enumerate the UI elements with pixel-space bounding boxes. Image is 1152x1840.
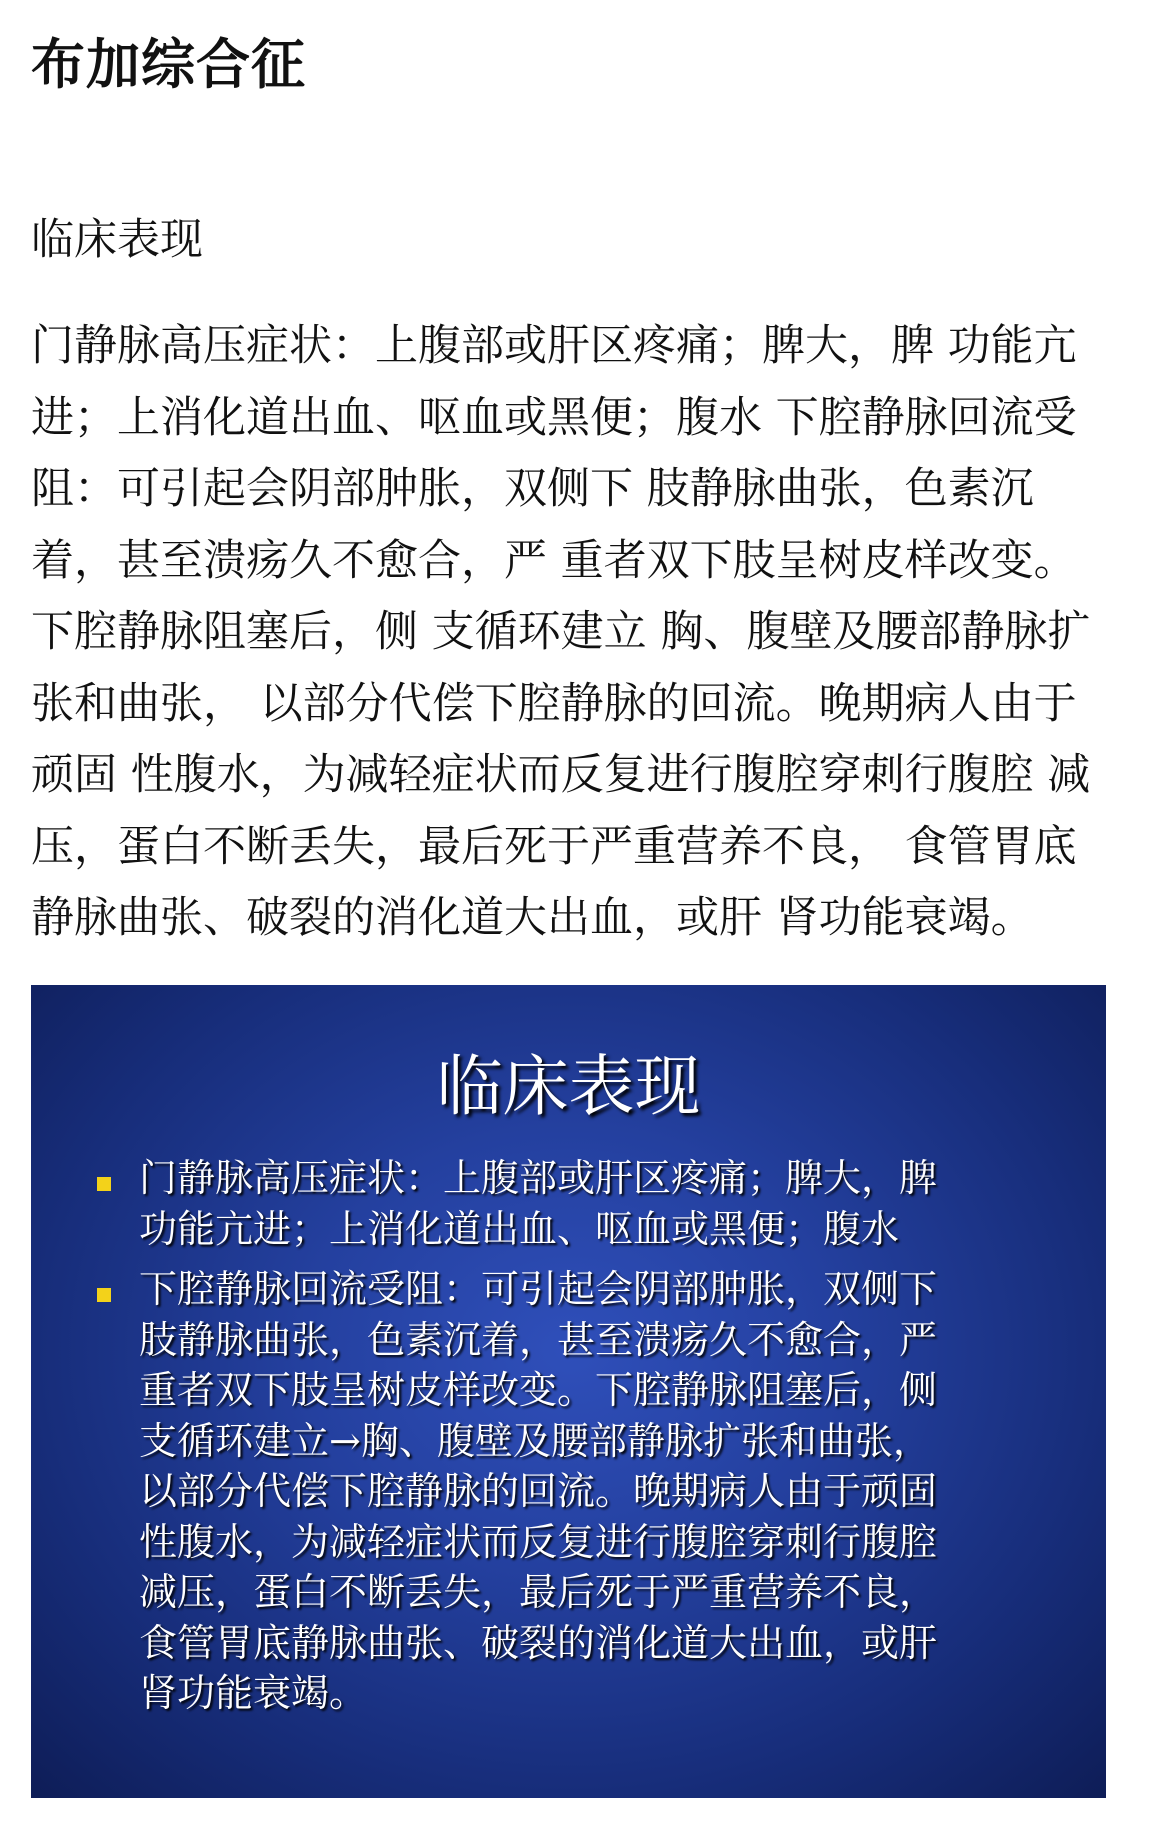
paragraph-line: 门静脉高压症状：上腹部或肝区疼痛；脾大，脾 功能亢 bbox=[31, 321, 1077, 371]
slide-image[interactable] bbox=[31, 985, 1106, 1798]
paragraph-line: 静脉曲张、破裂的消化道大出血，或肝 肾功能衰竭。 bbox=[31, 893, 1034, 943]
slide-line: 食管胃底静脉曲张、破裂的消化道大出血，或肝 bbox=[139, 1620, 938, 1665]
paragraph-line: 进；上消化道出血、呕血或黑便；腹水 下腔静脉回流受 bbox=[31, 392, 1077, 443]
paragraph-line: 顽固 性腹水，为减轻症状而反复进行腹腔穿刺行腹腔 减 bbox=[31, 750, 1091, 800]
bullet-marker bbox=[97, 1177, 111, 1191]
slide-line: 肾功能衰竭。 bbox=[139, 1671, 368, 1715]
paragraph-line: 张和曲张， 以部分代偿下腔静脉的回流。晚期病人由于 bbox=[31, 678, 1077, 729]
slide-line: 功能亢进；上消化道出血、呕血或黑便；腹水 bbox=[139, 1206, 900, 1251]
slide-line: 门静脉高压症状：上腹部或肝区疼痛；脾大，脾 bbox=[139, 1156, 938, 1200]
slide-line: 减压，蛋白不断丢失，最后死于严重营养不良， bbox=[139, 1570, 938, 1614]
slide-line: 重者双下肢呈树皮样改变。下腔静脉阻塞后，侧 bbox=[139, 1368, 938, 1412]
slide-bullet-1 bbox=[139, 1153, 1099, 1254]
bullet-marker bbox=[97, 1288, 111, 1302]
slide-line: 下腔静脉回流受阻：可引起会阴部肿胀，双侧下 bbox=[139, 1267, 938, 1311]
paragraph-line: 下腔静脉阻塞后，侧 支循环建立 胸、腹壁及腰部静脉扩 bbox=[31, 607, 1091, 657]
slide-bullet-2 bbox=[139, 1264, 1099, 1719]
article-paragraph bbox=[31, 311, 1131, 955]
slide-line: 性腹水，为减轻症状而反复进行腹腔穿刺行腹腔 bbox=[139, 1519, 938, 1564]
section-heading: 临床表现 bbox=[31, 215, 203, 265]
slide-line: 肢静脉曲张，色素沉着，甚至溃疡久不愈合，严 bbox=[139, 1317, 938, 1362]
paragraph-line: 阻：可引起会阴部肿胀，双侧下 肢静脉曲张，色素沉 bbox=[31, 464, 1034, 514]
slide-line: 以部分代偿下腔静脉的回流。晚期病人由于顽固 bbox=[139, 1469, 938, 1513]
paragraph-line: 压，蛋白不断丢失，最后死于严重营养不良， 食管胃底 bbox=[31, 821, 1077, 872]
slide-line: 支循环建立→胸、腹壁及腰部静脉扩张和曲张， bbox=[139, 1418, 931, 1463]
page-title: 布加综合征 bbox=[31, 33, 306, 96]
paragraph-line: 着，甚至溃疡久不愈合，严 重者双下肢呈树皮样改变。 bbox=[31, 535, 1077, 586]
slide-title: 临床表现 bbox=[436, 1048, 701, 1125]
